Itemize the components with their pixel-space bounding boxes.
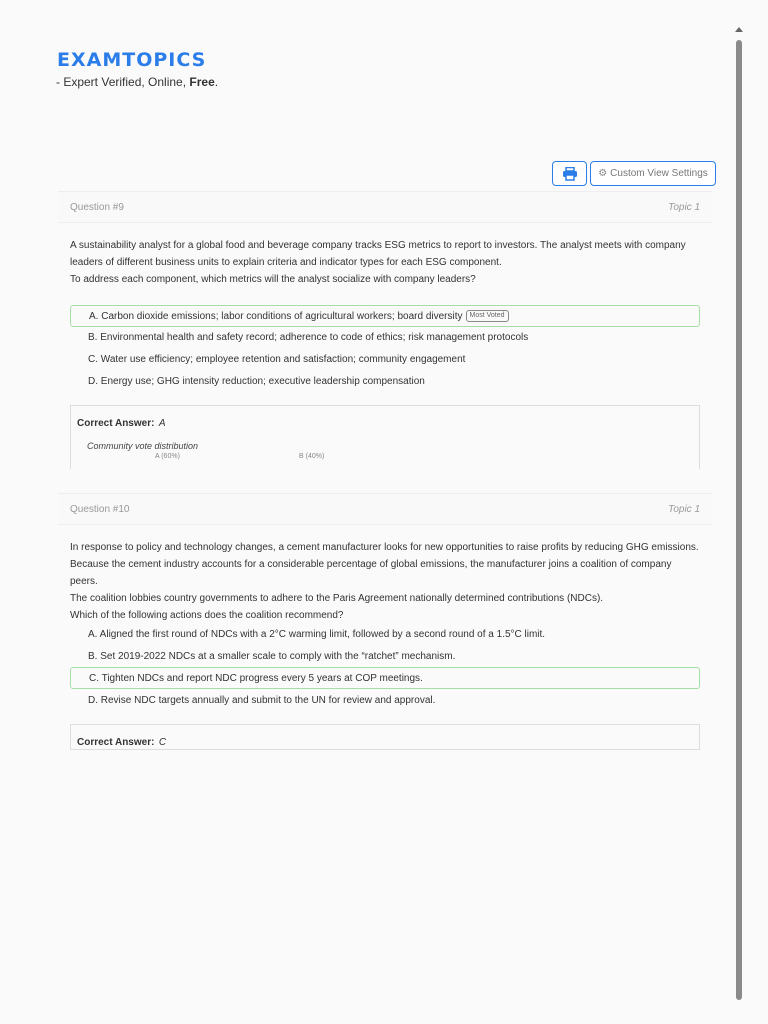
- choice-b[interactable]: B. Set 2019-2022 NDCs at a smaller scale to comply with the “ratchet” mechanism.: [88, 650, 456, 662]
- topic-label: Topic 1: [668, 503, 700, 515]
- custom-view-settings-label: Custom View Settings: [610, 168, 708, 179]
- topic-label: Topic 1: [668, 201, 700, 213]
- question-card-10: [58, 493, 712, 765]
- question-header: [58, 493, 712, 525]
- gear-icon: ⚙: [598, 168, 608, 179]
- scrollbar-thumb[interactable]: [736, 40, 742, 1000]
- correct-answer-value: A: [158, 418, 166, 429]
- tagline: - Expert Verified, Online, Free.: [56, 75, 219, 89]
- choice-a[interactable]: A. Aligned the first round of NDCs with a 2°C warming limit, followed by a second round of a 1.5°C limit.: [88, 628, 546, 640]
- choice-b[interactable]: B. Environmental health and safety record; adherence to code of ethics; risk management protocols: [88, 331, 529, 343]
- choice-a[interactable]: A. Carbon dioxide emissions; labor conditions of agricultural workers; board diversity Most Voted: [70, 305, 700, 327]
- answer-box: [70, 724, 700, 750]
- examtopics-logo[interactable]: EXAMTOPICS: [57, 49, 207, 71]
- question-header: [58, 191, 712, 223]
- question-text: A sustainability analyst for a global food and beverage company tracks ESG metrics to report to investors. The analyst meets with company leaders of different business units to explain criteria and indicator types for each ESG component. To address each component, which metrics will the analyst socialize with company leaders?: [70, 240, 686, 285]
- printer-icon: [562, 167, 578, 181]
- vote-distribution: [77, 451, 693, 465]
- choice-d[interactable]: D. Revise NDC targets annually and submit to the UN for review and approval.: [88, 694, 436, 706]
- question-text: In response to policy and technology changes, a cement manufacturer looks for new opportunities to raise profits by reducing GHG emissions. Because the cement industry accounts for a considerable percentage of global emissions, the manufacturer joins a coalition of company peers. The coalition lobbies country governments to adhere to the Paris Agreement nationally determined contributions (NDCs). Which of the following actions does the coalition recommend?: [70, 542, 699, 621]
- custom-view-settings-button[interactable]: [590, 161, 716, 186]
- vote-distribution-title: Community vote distribution: [87, 441, 199, 451]
- choice-c[interactable]: C. Water use efficiency; employee retention and satisfaction; community engagement: [88, 353, 466, 365]
- question-number: Question #9: [70, 201, 124, 213]
- vote-label-a: A (60%): [155, 453, 180, 460]
- vote-label-b: B (40%): [299, 453, 325, 460]
- question-number: Question #10: [70, 503, 130, 515]
- correct-answer-value: C: [158, 737, 167, 748]
- correct-answer-label: Correct Answer:: [77, 737, 155, 748]
- answer-box: [70, 405, 700, 469]
- choice-d[interactable]: D. Energy use; GHG intensity reduction; executive leadership compensation: [88, 375, 425, 387]
- most-voted-badge: Most Voted: [466, 310, 509, 322]
- correct-answer-label: Correct Answer:: [77, 418, 155, 429]
- scroll-up-arrow[interactable]: [735, 27, 743, 32]
- print-button[interactable]: [552, 161, 587, 186]
- question-card-9: [58, 191, 712, 471]
- choice-c[interactable]: C. Tighten NDCs and report NDC progress every 5 years at COP meetings.: [70, 667, 700, 689]
